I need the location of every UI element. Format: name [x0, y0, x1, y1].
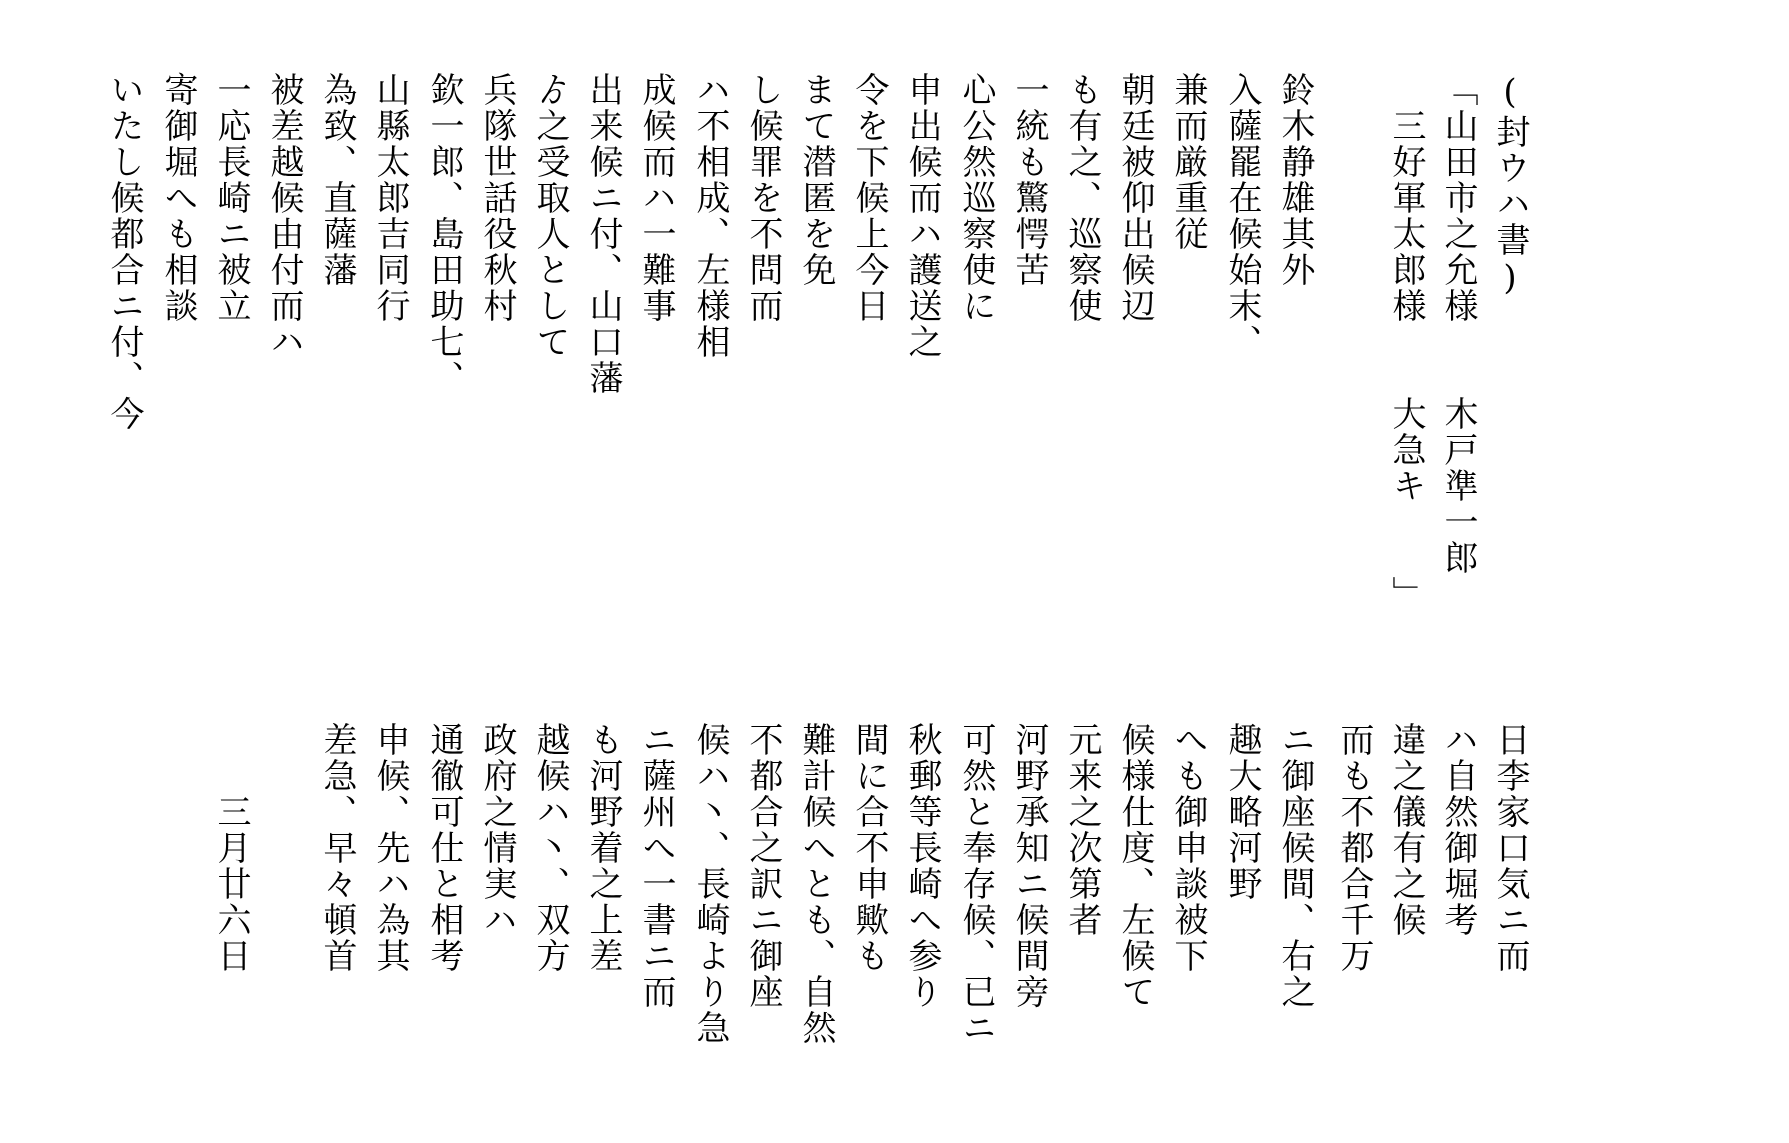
- text-column: 可然と奉存候、已ニ: [956, 722, 996, 1046]
- text-column: ハ自然御堀考: [1438, 722, 1478, 938]
- text-column: 通徹可仕と相考: [424, 722, 464, 974]
- text-column: ニ御座候間、右之: [1275, 722, 1315, 1010]
- letter-body-top: [0, 72, 1789, 632]
- text-column: 河野承知ニ候間旁: [1009, 722, 1049, 1010]
- text-column: 令を下候上今日: [849, 72, 889, 324]
- text-column: 入薩罷在候始末、: [1222, 72, 1262, 360]
- text-column: 心公然巡察使に: [956, 72, 996, 324]
- text-column: 申出候而ハ護送之: [902, 72, 942, 360]
- text-column: ゟ之受取人として: [530, 72, 570, 360]
- text-column: 兼而厳重従: [1168, 72, 1208, 252]
- text-column: 出来候ニ付、山口藩: [583, 72, 623, 396]
- text-column: 朝廷被仰出候辺: [1115, 72, 1155, 324]
- text-column: 違之儀有之候: [1386, 722, 1426, 938]
- date-line: 三月廿六日: [211, 722, 251, 974]
- text-column: 為致、直薩藩: [317, 72, 357, 288]
- text-column: 日李家口気ニ而: [1490, 722, 1530, 974]
- text-column: 而も不都合千万: [1334, 722, 1374, 974]
- text-column: 不都合之訳ニ御座: [743, 722, 783, 1010]
- text-column: 鈴木静雄其外: [1275, 72, 1315, 288]
- text-column: 寄御堀へも相談: [158, 72, 198, 324]
- text-column: 一統も驚愕苦: [1009, 72, 1049, 288]
- text-column: いたし候都合ニ付、今: [104, 72, 144, 432]
- text-column: 政府之情実ハ: [477, 722, 517, 938]
- text-column: 欽一郎、島田助七、: [424, 72, 464, 396]
- text-column: まて潜匿を免: [796, 72, 836, 288]
- text-column: 候ハ丶、長崎より急: [690, 722, 730, 1046]
- text-column: 候様仕度、左候て: [1115, 722, 1155, 1010]
- text-column: 被差越候由付而ハ: [264, 72, 304, 360]
- text-column: 秋郵等長崎へ参り: [902, 722, 942, 1010]
- text-column: 成候而ハ一難事: [636, 72, 676, 324]
- text-column: 趣大略河野: [1222, 722, 1262, 902]
- letter-body-bottom: [0, 722, 1789, 1122]
- text-column: 元来之次第者: [1062, 722, 1102, 938]
- text-column: 申候、先ハ為其: [370, 722, 410, 974]
- text-column: へも御申談被下: [1168, 722, 1208, 974]
- text-column: 一応長崎ニ被立: [211, 72, 251, 324]
- text-column: 兵隊世話役秋村: [477, 72, 517, 324]
- text-column: も有之、巡察使: [1062, 72, 1102, 324]
- text-column: 間に合不申歟も: [849, 722, 889, 974]
- text-column: 「山田市之允様 木戸準一郎: [1438, 72, 1478, 576]
- text-column: 難計候へとも、自然: [796, 722, 836, 1046]
- text-column: ハ不相成、左様相: [690, 72, 730, 360]
- text-column: (封ウハ書): [1490, 72, 1530, 300]
- text-column: 越候ハ丶、双方: [530, 722, 570, 974]
- text-column: 山縣太郎吉同行: [370, 72, 410, 324]
- text-column: ニ薩州へ一書ニ而: [636, 722, 676, 1010]
- text-column: も河野着之上差: [583, 722, 623, 974]
- text-column: 差急、早々頓首: [317, 722, 357, 974]
- text-column: 三好軍太郎様 大急キ 」: [1386, 72, 1426, 612]
- text-column: し候罪を不問而: [743, 72, 783, 324]
